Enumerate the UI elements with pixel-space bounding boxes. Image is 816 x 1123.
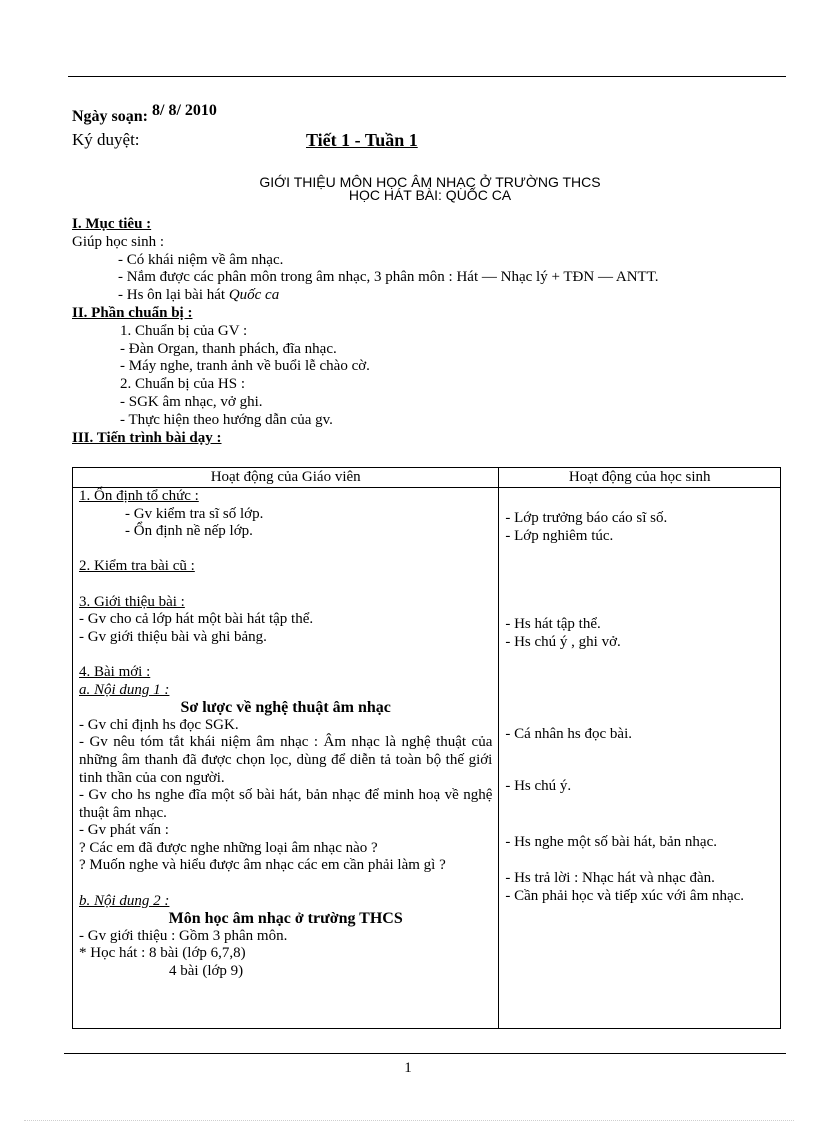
chuan-bi-gv-heading: 1. Chuẩn bị của GV : bbox=[120, 322, 248, 339]
step-item: - Gv cho cả lớp hát một bài hát tập thể. bbox=[79, 611, 314, 628]
table-row bbox=[73, 488, 781, 1029]
step-item: ? Các em đã được nghe những loại âm nhạc nào ? bbox=[79, 839, 378, 856]
footer-rule bbox=[64, 1053, 786, 1054]
step-item: - Ổn định nề nếp lớp. bbox=[125, 523, 253, 540]
lesson-title-line2: HỌC HÁT BÀI: QUỐC CA bbox=[348, 187, 512, 203]
chuan-bi-item: - SGK âm nhạc, vở ghi. bbox=[120, 393, 263, 410]
step-heading: 3. Giới thiệu bài : bbox=[79, 593, 185, 610]
activity-table bbox=[72, 467, 781, 1029]
col-header-teacher: Hoạt động của Giáo viên bbox=[73, 468, 499, 488]
student-item: - Hs chú ý , ghi vở. bbox=[505, 634, 621, 650]
step-item: 4 bài (lớp 9) bbox=[169, 963, 244, 980]
student-item: - Hs trả lời : Nhạc hát và nhạc đàn. bbox=[505, 870, 715, 886]
teacher-activities bbox=[73, 488, 499, 1029]
step-item: - Gv giới thiệu : Gồm 3 phân môn. bbox=[79, 927, 288, 944]
content-title: Môn học âm nhạc ở trường THCS bbox=[168, 910, 403, 928]
step-item: - Gv chỉ định hs đọc SGK. bbox=[79, 716, 239, 733]
page-edge bbox=[24, 1120, 794, 1121]
student-activities bbox=[499, 488, 781, 1029]
step-item: - Gv nêu tóm tắt khái niệm âm nhạc : Âm nhạc là nghệ thuật của những âm thanh đã được chọn lọc, dùng để diễn tả toàn bộ thế giới tinh thần của con người. bbox=[79, 734, 493, 786]
section-tien-trinh: III. Tiến trình bài dạy : bbox=[72, 429, 222, 446]
lesson-body bbox=[72, 216, 802, 447]
step-item: - Gv giới thiệu bài và ghi bảng. bbox=[79, 628, 267, 645]
muc-tieu-item: - Nắm được các phân môn trong âm nhạc, 3 phân môn : Hát — Nhạc lý + TĐN — ANTT. bbox=[118, 269, 659, 286]
section-chuan-bi: II. Phần chuẩn bị : bbox=[72, 304, 193, 321]
chuan-bi-item: - Máy nghe, tranh ảnh về buổi lễ chào cờ. bbox=[120, 358, 370, 375]
student-item: - Hs nghe một số bài hát, bản nhạc. bbox=[505, 834, 717, 850]
content-heading: a. Nội dung 1 : bbox=[79, 681, 170, 698]
muc-tieu-item: - Có khái niệm về âm nhạc. bbox=[118, 251, 284, 268]
muc-tieu-intro: Giúp học sinh : bbox=[72, 233, 165, 250]
content-heading: b. Nội dung 2 : bbox=[79, 892, 170, 909]
step-item: - Gv kiểm tra sĩ số lớp. bbox=[125, 505, 264, 522]
step-heading: 2. Kiểm tra bài cũ : bbox=[79, 558, 195, 575]
song-name: Quốc ca bbox=[228, 287, 280, 304]
ngay-soan-label: Ngày soạn: bbox=[72, 108, 149, 125]
chuan-bi-item: - Đàn Organ, thanh phách, đĩa nhạc. bbox=[120, 340, 337, 357]
header-rule bbox=[68, 76, 786, 77]
step-item: - Gv phát vấn : bbox=[79, 822, 169, 839]
table-header-row bbox=[73, 468, 781, 488]
student-item: - Hs hát tập thể. bbox=[505, 616, 601, 632]
chuan-bi-hs-heading: 2. Chuẩn bị của HS : bbox=[120, 376, 245, 393]
step-item: * Học hát : 8 bài (lớp 6,7,8) bbox=[79, 945, 246, 962]
section-muc-tieu: I. Mục tiêu : bbox=[72, 216, 152, 232]
chuan-bi-item: - Thực hiện theo hướng dẫn của gv. bbox=[120, 411, 333, 428]
ngay-soan-value: 8/ 8/ 2010 bbox=[152, 102, 217, 119]
student-item: - Lớp nghiêm túc. bbox=[505, 528, 614, 544]
student-item: - Hs chú ý. bbox=[505, 778, 572, 794]
page-number: 1 bbox=[404, 1060, 412, 1076]
student-item: - Cần phải học và tiếp xúc với âm nhạc. bbox=[505, 888, 745, 904]
student-item: - Lớp trưởng báo cáo sĩ số. bbox=[505, 510, 668, 526]
ngay-soan bbox=[72, 102, 217, 126]
step-heading: 1. Ổn định tổ chức : bbox=[79, 488, 199, 504]
step-heading: 4. Bài mới : bbox=[79, 663, 151, 680]
step-item: ? Muốn nghe và hiểu được âm nhạc các em cần phải làm gì ? bbox=[79, 857, 446, 874]
student-item: - Cá nhân hs đọc bài. bbox=[505, 726, 632, 742]
ky-duyet: Ký duyệt: bbox=[72, 130, 140, 149]
lesson-number: Tiết 1 - Tuần 1 bbox=[306, 130, 418, 150]
lesson-title-line1: GIỚI THIỆU MÔN HỌC ÂM NHẠC Ở TRƯỜNG THCS bbox=[259, 174, 601, 190]
step-item: - Gv cho hs nghe đĩa một số bài hát, bản nhạc để minh hoạ về nghệ thuật âm nhạc. bbox=[79, 787, 493, 821]
muc-tieu-item: - Hs ôn lại bài hát Quốc ca bbox=[118, 287, 280, 304]
col-header-student: Hoạt động của học sinh bbox=[499, 468, 781, 488]
content-title: Sơ lược về nghệ thuật âm nhạc bbox=[180, 699, 391, 717]
